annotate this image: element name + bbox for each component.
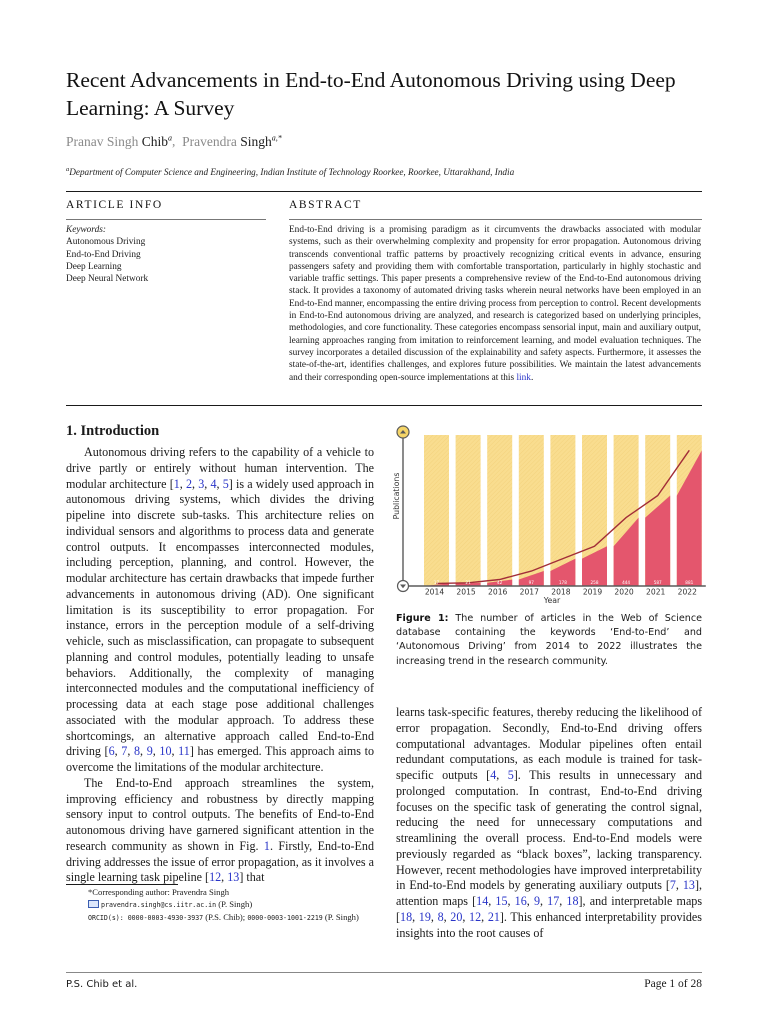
x-tick-label: 2022 [677, 587, 697, 597]
x-tick-label: 2017 [519, 587, 539, 597]
keyword: End-to-End Driving [66, 249, 141, 260]
x-tick-label: 2019 [582, 587, 603, 597]
author-given-name: Pranav Singh [66, 133, 139, 149]
paragraph-text: , [488, 894, 496, 908]
orcid-owner: (P.S. Chib); [203, 912, 248, 922]
citation-link[interactable]: 3 [198, 476, 205, 491]
paragraph-text: , [192, 476, 199, 491]
bar-value-label: 17 [433, 580, 440, 585]
footnote-divider [66, 884, 178, 885]
paragraph-text: ]. This enhanced interpretability provides insights into the root causes of [396, 909, 702, 940]
paragraph-text: , [114, 744, 122, 759]
x-tick-label: 2016 [488, 587, 508, 597]
abstract-bottom-divider [66, 405, 702, 406]
citation-link[interactable]: 19 [418, 909, 431, 924]
author-surname: Chib [141, 133, 169, 149]
paragraph-text: , [675, 878, 683, 893]
footer-divider [66, 972, 702, 973]
paper-title: Recent Advancements in End-to-End Autonomous Driving using Deep Learning: A Survey [66, 68, 676, 120]
bar-value-label: 258 [590, 580, 599, 585]
body-paragraph [396, 705, 702, 941]
article-info-divider [66, 219, 266, 220]
citation-link[interactable]: 6 [108, 744, 115, 759]
citation-link[interactable]: 15 [495, 894, 508, 908]
x-tick-label: 2020 [614, 587, 634, 597]
bar-background [487, 435, 512, 586]
paragraph-text: ]. This results in unnecessary and prolonged computation. In contrast, End-to-End driving focuses on the specific task of generating the control signal, reducing the need for unnecessary computations and streamlining the overall process. End-to-End models were previously regarded as “black boxes”, lacking transparency. However, recent methodologies have improved interpretability in End-to-End models by generating auxiliary outputs [ [396, 768, 702, 893]
abstract-text [289, 224, 701, 384]
abstract-body: End-to-End driving is a promising paradigm as it circumvents the drawbacks associated with modular systems, such as their overwhelming complexity and propensity for error propagation. Autonomous driving transcends conventional traffic patterns by proactively recognizing critical events in advance, ensuring passengers safety and providing them with comfortable transportation, particularly in highly stochastic and variable traffic settings. This paper presents a comprehensive review of the End-to-End autonomous driving stack. It provides a taxonomy of automated driving tasks wherein neural networks have been employed in an End-to-End manner, encompassing the entire driving process from perception to control. Recent developments in End-to-End autonomous driving are analyzed, and research is categorized based on underlying principles, methodologies, and core functionality. These categories encompass sensorial input, main and auxiliary output, learning approaches ranging from imitation to reinforcement learning, and model evaluation techniques. The survey incorporates a detailed discussion of the explainability and safety aspects. Furthermore, it assesses the state-of-the-art, identifies challenges, and explores future possibilities. We maintain the latest advancements and their corresponding open-source implementations at this [289, 225, 701, 383]
paragraph-text: ] is a widely used approach in autonomous driving systems, which divides the driving pipeline into discrete sub-tasks. This architecture relies on individual sensors and algorithms to process data and generate control outputs. It encompasses interconnected modules, including perception, planning, and control. However, the modular architecture has certain drawbacks that impede further advancements in autonomous driving (AD). One significant limitation is its susceptibility to error propagation. For instance, errors in the perception module of a self-driving vehicle, such as misclassification, can propagate to subsequent planning and control modules, potentially leading to unsafe behaviors. Additionally, the complexity of managing interconnected modules and the computational inefficiency of processing data at each stage pose additional challenges associated with the modular approach. To address these shortcomings, an alternative approach called End-to-End driving [ [66, 476, 375, 759]
citation-link[interactable]: 21 [487, 909, 500, 924]
page-number: Page 1 of 28 [644, 978, 702, 990]
citation-link[interactable]: 12 [469, 909, 482, 924]
orcid-link[interactable]: 0000-0003-1001-2219 [247, 914, 323, 922]
section-heading-introduction: 1. Introduction [66, 423, 160, 439]
paragraph-text: Autonomous driving refers to the capability of a vehicle to drive partly or entirely without human intervention. The modular architecture [ [66, 445, 374, 491]
paragraph-text: , [462, 909, 470, 924]
right-text-column [396, 705, 702, 941]
citation-link[interactable]: 10 [159, 744, 172, 759]
body-paragraph [66, 445, 374, 776]
email-owner: (P. Singh) [216, 899, 253, 909]
bar-value-label: 21 [465, 580, 471, 585]
abstract-link[interactable]: link [516, 372, 531, 383]
keyword: Autonomous Driving [66, 237, 146, 248]
author-affil-mark: a [168, 133, 173, 142]
citation-link[interactable]: 17 [547, 894, 560, 908]
orcid-label: ORCID(s): [88, 914, 128, 922]
keywords-label: Keywords: [66, 225, 106, 235]
affiliation-mark: a [66, 166, 70, 173]
citation-link[interactable]: 9 [533, 894, 540, 908]
paragraph-text: , [430, 909, 438, 924]
paragraph-text: , [526, 894, 534, 908]
bar-value-label: 881 [685, 580, 694, 585]
x-tick-label: 2014 [424, 587, 445, 597]
citation-link[interactable]: 9 [146, 744, 153, 759]
affiliation [66, 166, 514, 177]
author-given-name: Pravendra [182, 133, 237, 149]
bar-value-label: 97 [528, 580, 534, 585]
paragraph-text: , [179, 476, 186, 491]
paragraph-text: , [140, 744, 147, 759]
paragraph-text: , [412, 909, 419, 924]
bar-value-label: 178 [558, 580, 567, 585]
keyword: Deep Learning [66, 261, 122, 272]
body-paragraph [66, 776, 374, 886]
citation-link[interactable]: 4 [490, 768, 497, 782]
paragraph-text: The End-to-End approach streamlines the system, improving efficiency and robustness by directly mapping sensory input to control outputs. The benefits of End-to-End autonomous driving have garnered significant attention in the research community as shown in Fig. [66, 775, 374, 853]
citation-link[interactable]: 1 [263, 838, 270, 853]
keyword: Deep Neural Network [66, 274, 149, 285]
bar-value-label: 42 [497, 580, 503, 585]
x-axis-label: Year [543, 596, 561, 605]
citation-link[interactable]: 5 [222, 476, 229, 491]
citation-link[interactable]: 20 [450, 909, 463, 924]
author-surname: Singh [240, 133, 272, 149]
x-tick-label: 2015 [456, 587, 476, 597]
paragraph-text: , [507, 894, 515, 908]
figure-label: Figure 1: [396, 613, 449, 624]
orcid-link[interactable]: 0000-0003-4930-3937 [127, 914, 204, 922]
citation-link[interactable]: 14 [476, 894, 489, 908]
left-text-column [66, 445, 374, 886]
citation-link[interactable]: 13 [682, 878, 695, 893]
paragraph-text: learns task-specific features, thereby reducing the likelihood of error propagation. Secondly, End-to-End driving offers computational advantages. Modular pipelines often entail redundant computations, as each module is trained for task-specific outputs [ [396, 705, 702, 782]
article-info-heading: ARTICLE INFO [66, 199, 163, 211]
email-address[interactable]: pravendra.singh@cs.iitr.ac.in [101, 901, 217, 909]
paragraph-text: ] has emerged. This approach aims to overcome the limitations of the modular architecture. [66, 744, 375, 774]
paragraph-text: , [559, 894, 567, 908]
author-list: Pranav Singh Chib$^a$, Pravendra Singh$^{a,*}$ [66, 133, 282, 149]
publications-bar-chart [386, 418, 706, 610]
paragraph-text: , [221, 870, 228, 885]
footer-authors: P.S. Chib et al. [66, 979, 138, 990]
paragraph-text: ], attention maps [ [396, 878, 703, 908]
citation-link[interactable]: 7 [121, 744, 128, 759]
citation-link[interactable]: 2 [185, 476, 193, 491]
figure-caption [396, 612, 702, 669]
citation-link[interactable]: 11 [178, 744, 190, 759]
abstract-heading: ABSTRACT [289, 199, 362, 211]
bar-value-label: 587 [653, 580, 662, 585]
footnote [66, 886, 374, 924]
citation-link[interactable]: 5 [507, 768, 514, 782]
author-2[interactable] [182, 134, 282, 149]
citation-link[interactable]: 8 [134, 744, 141, 759]
paragraph-text: , [481, 909, 488, 924]
paragraph-text: , [152, 744, 160, 759]
x-tick-label: 2021 [646, 587, 666, 597]
bar-value-label: 444 [622, 580, 631, 585]
citation-link[interactable]: 18 [400, 909, 413, 924]
abstract-end: . [530, 372, 534, 383]
email-icon [88, 900, 99, 908]
paragraph-text: . Firstly, End-to-End driving addresses the issue of error propagation, as it involves a single learning task pipeline [ [66, 838, 374, 885]
paragraph-text: ], and interpretable maps [ [396, 894, 703, 924]
orcid-line [66, 911, 374, 924]
header-divider [66, 191, 702, 192]
citation-link[interactable]: 18 [566, 894, 579, 908]
paragraph-text: , [171, 744, 179, 759]
paragraph-text: , [216, 476, 223, 491]
paragraph-text: , [204, 476, 211, 491]
paragraph-text: , [443, 909, 451, 924]
citation-link[interactable]: 12 [209, 870, 222, 885]
x-tick-label: 2018 [551, 587, 571, 597]
abstract-divider [289, 219, 702, 220]
paragraph-text: ] that [239, 870, 265, 885]
citation-link[interactable]: 16 [514, 894, 527, 908]
citation-link[interactable]: 8 [437, 909, 444, 924]
author-affil-mark: a,* [271, 133, 282, 142]
paragraph-text: , [127, 744, 134, 759]
y-axis-label: Publications [392, 472, 401, 520]
citation-link[interactable]: 7 [669, 878, 676, 893]
paragraph-text: , [496, 768, 508, 782]
author-1[interactable] [66, 134, 172, 149]
citation-link[interactable]: 4 [210, 476, 217, 491]
citation-link[interactable]: 1 [173, 476, 180, 491]
keywords-block [66, 224, 148, 285]
bar-background [519, 435, 544, 586]
bar-background [456, 435, 481, 586]
affiliation-text: Department of Computer Science and Engineering, Indian Institute of Technology Roorkee, Roorkee, Uttarakhand, India [69, 167, 515, 178]
corresponding-author: *Corresponding author: Pravendra Singh [88, 887, 230, 897]
orcid-owner: (P. Singh) [322, 912, 359, 922]
paragraph-text: , [539, 894, 548, 908]
figure-caption-text: The number of articles in the Web of Science database containing the keywords ‘End-to-End’ and ‘Autonomous Driving’ from 2014 to 2022 illustrates the increasing trend in the research community. [396, 613, 702, 667]
bar-background [424, 435, 449, 586]
citation-link[interactable]: 13 [227, 870, 240, 885]
